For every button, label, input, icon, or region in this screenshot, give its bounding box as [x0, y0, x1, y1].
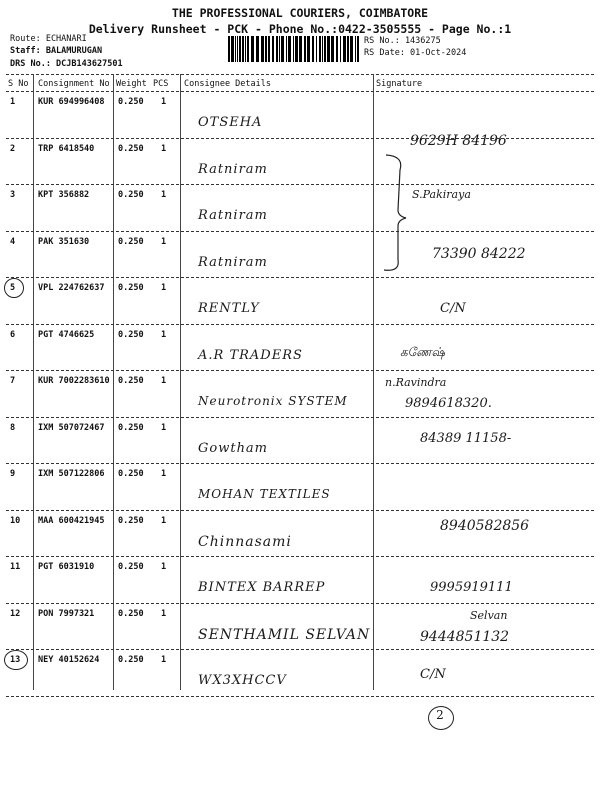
row-rule [6, 184, 594, 185]
row-rule [6, 463, 594, 464]
signature-note-12: Selvan [470, 609, 508, 622]
cell-sno: 6 [10, 329, 16, 340]
col-consignment: Consignment No [38, 79, 110, 89]
document-title: THE PROFESSIONAL COURIERS, COIMBATORE [171, 6, 429, 20]
barcode [228, 36, 360, 62]
row-rule [6, 277, 594, 278]
row-rule [6, 138, 594, 139]
cell-consignee: MOHAN TEXTILES [198, 487, 331, 501]
cell-consignment: IXM 507122806 [38, 469, 105, 479]
drs-number: DRS No.: DCJB143627501 [10, 59, 123, 69]
col-separator [373, 74, 374, 690]
cell-signature: 9629H 84196 [410, 133, 507, 149]
cell-sno: 2 [10, 143, 16, 154]
cell-sno: 12 [10, 608, 21, 619]
route-label: Route: ECHANARI [10, 34, 87, 44]
row-rule [6, 370, 594, 371]
header-bottom-rule [6, 91, 594, 92]
row-rule [6, 510, 594, 511]
cell-weight: 0.250 [118, 190, 144, 200]
cell-weight: 0.250 [118, 608, 144, 619]
rs-number: RS No.: 1436275 [364, 36, 441, 46]
cell-consignee: SENTHAMIL SELVAN [198, 626, 371, 643]
cell-sno: 10 [10, 515, 21, 526]
cell-weight: 0.250 [118, 515, 144, 526]
cell-signature: C/N [420, 667, 446, 682]
cell-weight: 0.250 [118, 422, 144, 433]
name-note: S.Pakiraya [412, 188, 471, 201]
document-subtitle: Delivery Runsheet - PCK - Phone No.:0422-3505555 - Page No.:1 [88, 22, 512, 36]
cell-signature: 9995919111 [430, 580, 513, 595]
cell-pcs: 1 [161, 469, 167, 479]
row-rule [6, 696, 594, 697]
row-rule [6, 231, 594, 232]
cell-consignee: OTSEHA [198, 115, 263, 130]
cell-signature: C/N [440, 301, 466, 316]
staff-label: Staff: BALAMURUGAN [10, 46, 103, 56]
cell-weight: 0.250 [118, 143, 144, 154]
cell-pcs: 1 [161, 608, 167, 619]
cell-consignment: PGT 4746625 [38, 329, 95, 340]
cell-consignment: PAK 351630 [38, 236, 90, 247]
cell-consignee: BINTEX BARREP [198, 580, 326, 595]
cell-weight: 0.250 [118, 97, 144, 107]
sno-circle [4, 278, 24, 298]
cell-consignment: KUR 694996408 [38, 97, 105, 107]
cell-weight: 0.250 [118, 283, 144, 293]
col-separator [180, 74, 181, 690]
cell-consignee: Ratniram [198, 254, 268, 270]
cell-consignee: A.R TRADERS [198, 347, 303, 363]
brace-mark [378, 150, 408, 275]
cell-weight: 0.250 [118, 469, 144, 479]
page-mark: 2 [436, 708, 444, 722]
cell-signature: 9444851132 [420, 628, 510, 645]
col-pcs: PCS [153, 79, 169, 89]
cell-consignee: RENTLY [198, 301, 260, 316]
cell-sno: 4 [10, 236, 16, 247]
signature-note-6: கணேஷ் [400, 345, 445, 359]
cell-signature: 8940582856 [440, 517, 530, 534]
cell-pcs: 1 [161, 515, 167, 526]
cell-consignment: KPT 356882 [38, 190, 90, 200]
col-sno: S No [8, 79, 29, 89]
cell-consignee: Ratniram [198, 161, 268, 177]
cell-consignment: MAA 600421945 [38, 515, 105, 526]
signature-note-7: n.Ravindra [385, 376, 447, 389]
cell-sno: 3 [10, 190, 16, 200]
cell-sno: 11 [10, 562, 21, 572]
cell-weight: 0.250 [118, 329, 144, 340]
cell-signature: 84389 11158- [420, 430, 512, 446]
cell-sno: 13 [10, 655, 21, 665]
cell-sno: 5 [10, 283, 16, 293]
cell-pcs: 1 [161, 329, 167, 340]
cell-consignment: KUR 7002283610 [38, 376, 110, 386]
cell-consignment: IXM 507072467 [38, 422, 105, 433]
cell-weight: 0.250 [118, 376, 144, 386]
cell-weight: 0.250 [118, 236, 144, 247]
row-rule [6, 556, 594, 557]
cell-pcs: 1 [161, 562, 167, 572]
cell-weight: 0.250 [118, 562, 144, 572]
cell-pcs: 1 [161, 655, 167, 665]
row-rule [6, 603, 594, 604]
cell-consignment: VPL 224762637 [38, 283, 105, 293]
cell-pcs: 1 [161, 190, 167, 200]
cell-consignee: WX3XHCCV [198, 673, 287, 688]
cell-weight: 0.250 [118, 655, 144, 665]
cell-pcs: 1 [161, 143, 167, 154]
col-consignee: Consignee Details [184, 79, 271, 89]
rs-date: RS Date: 01-Oct-2024 [364, 48, 467, 58]
cell-pcs: 1 [161, 376, 167, 386]
cell-consignment: PON 7997321 [38, 608, 95, 619]
cell-signature: 73390 84222 [432, 246, 526, 262]
cell-sno: 8 [10, 422, 16, 433]
cell-pcs: 1 [161, 283, 167, 293]
col-separator [113, 74, 114, 690]
cell-sno: 7 [10, 376, 16, 386]
col-signature: Signature [376, 79, 423, 89]
cell-consignee: Chinnasami [198, 533, 292, 550]
cell-sno: 1 [10, 97, 16, 107]
col-weight: Weight [116, 79, 147, 89]
cell-pcs: 1 [161, 422, 167, 433]
cell-consignment: TRP 6418540 [38, 143, 95, 154]
row-rule [6, 324, 594, 325]
cell-consignment: NEY 40152624 [38, 655, 100, 665]
cell-sno: 9 [10, 469, 16, 479]
sno-circle [4, 650, 28, 670]
header-top-rule [6, 74, 594, 75]
cell-consignee: Ratniram [198, 208, 268, 223]
cell-consignment: PGT 6031910 [38, 562, 95, 572]
cell-signature: 9894618320. [405, 396, 492, 411]
cell-pcs: 1 [161, 97, 167, 107]
cell-consignee: Gowtham [198, 440, 269, 456]
row-rule [6, 649, 594, 650]
col-separator [33, 74, 34, 690]
cell-pcs: 1 [161, 236, 167, 247]
row-rule [6, 417, 594, 418]
cell-consignee: Neurotronix SYSTEM [198, 394, 348, 408]
